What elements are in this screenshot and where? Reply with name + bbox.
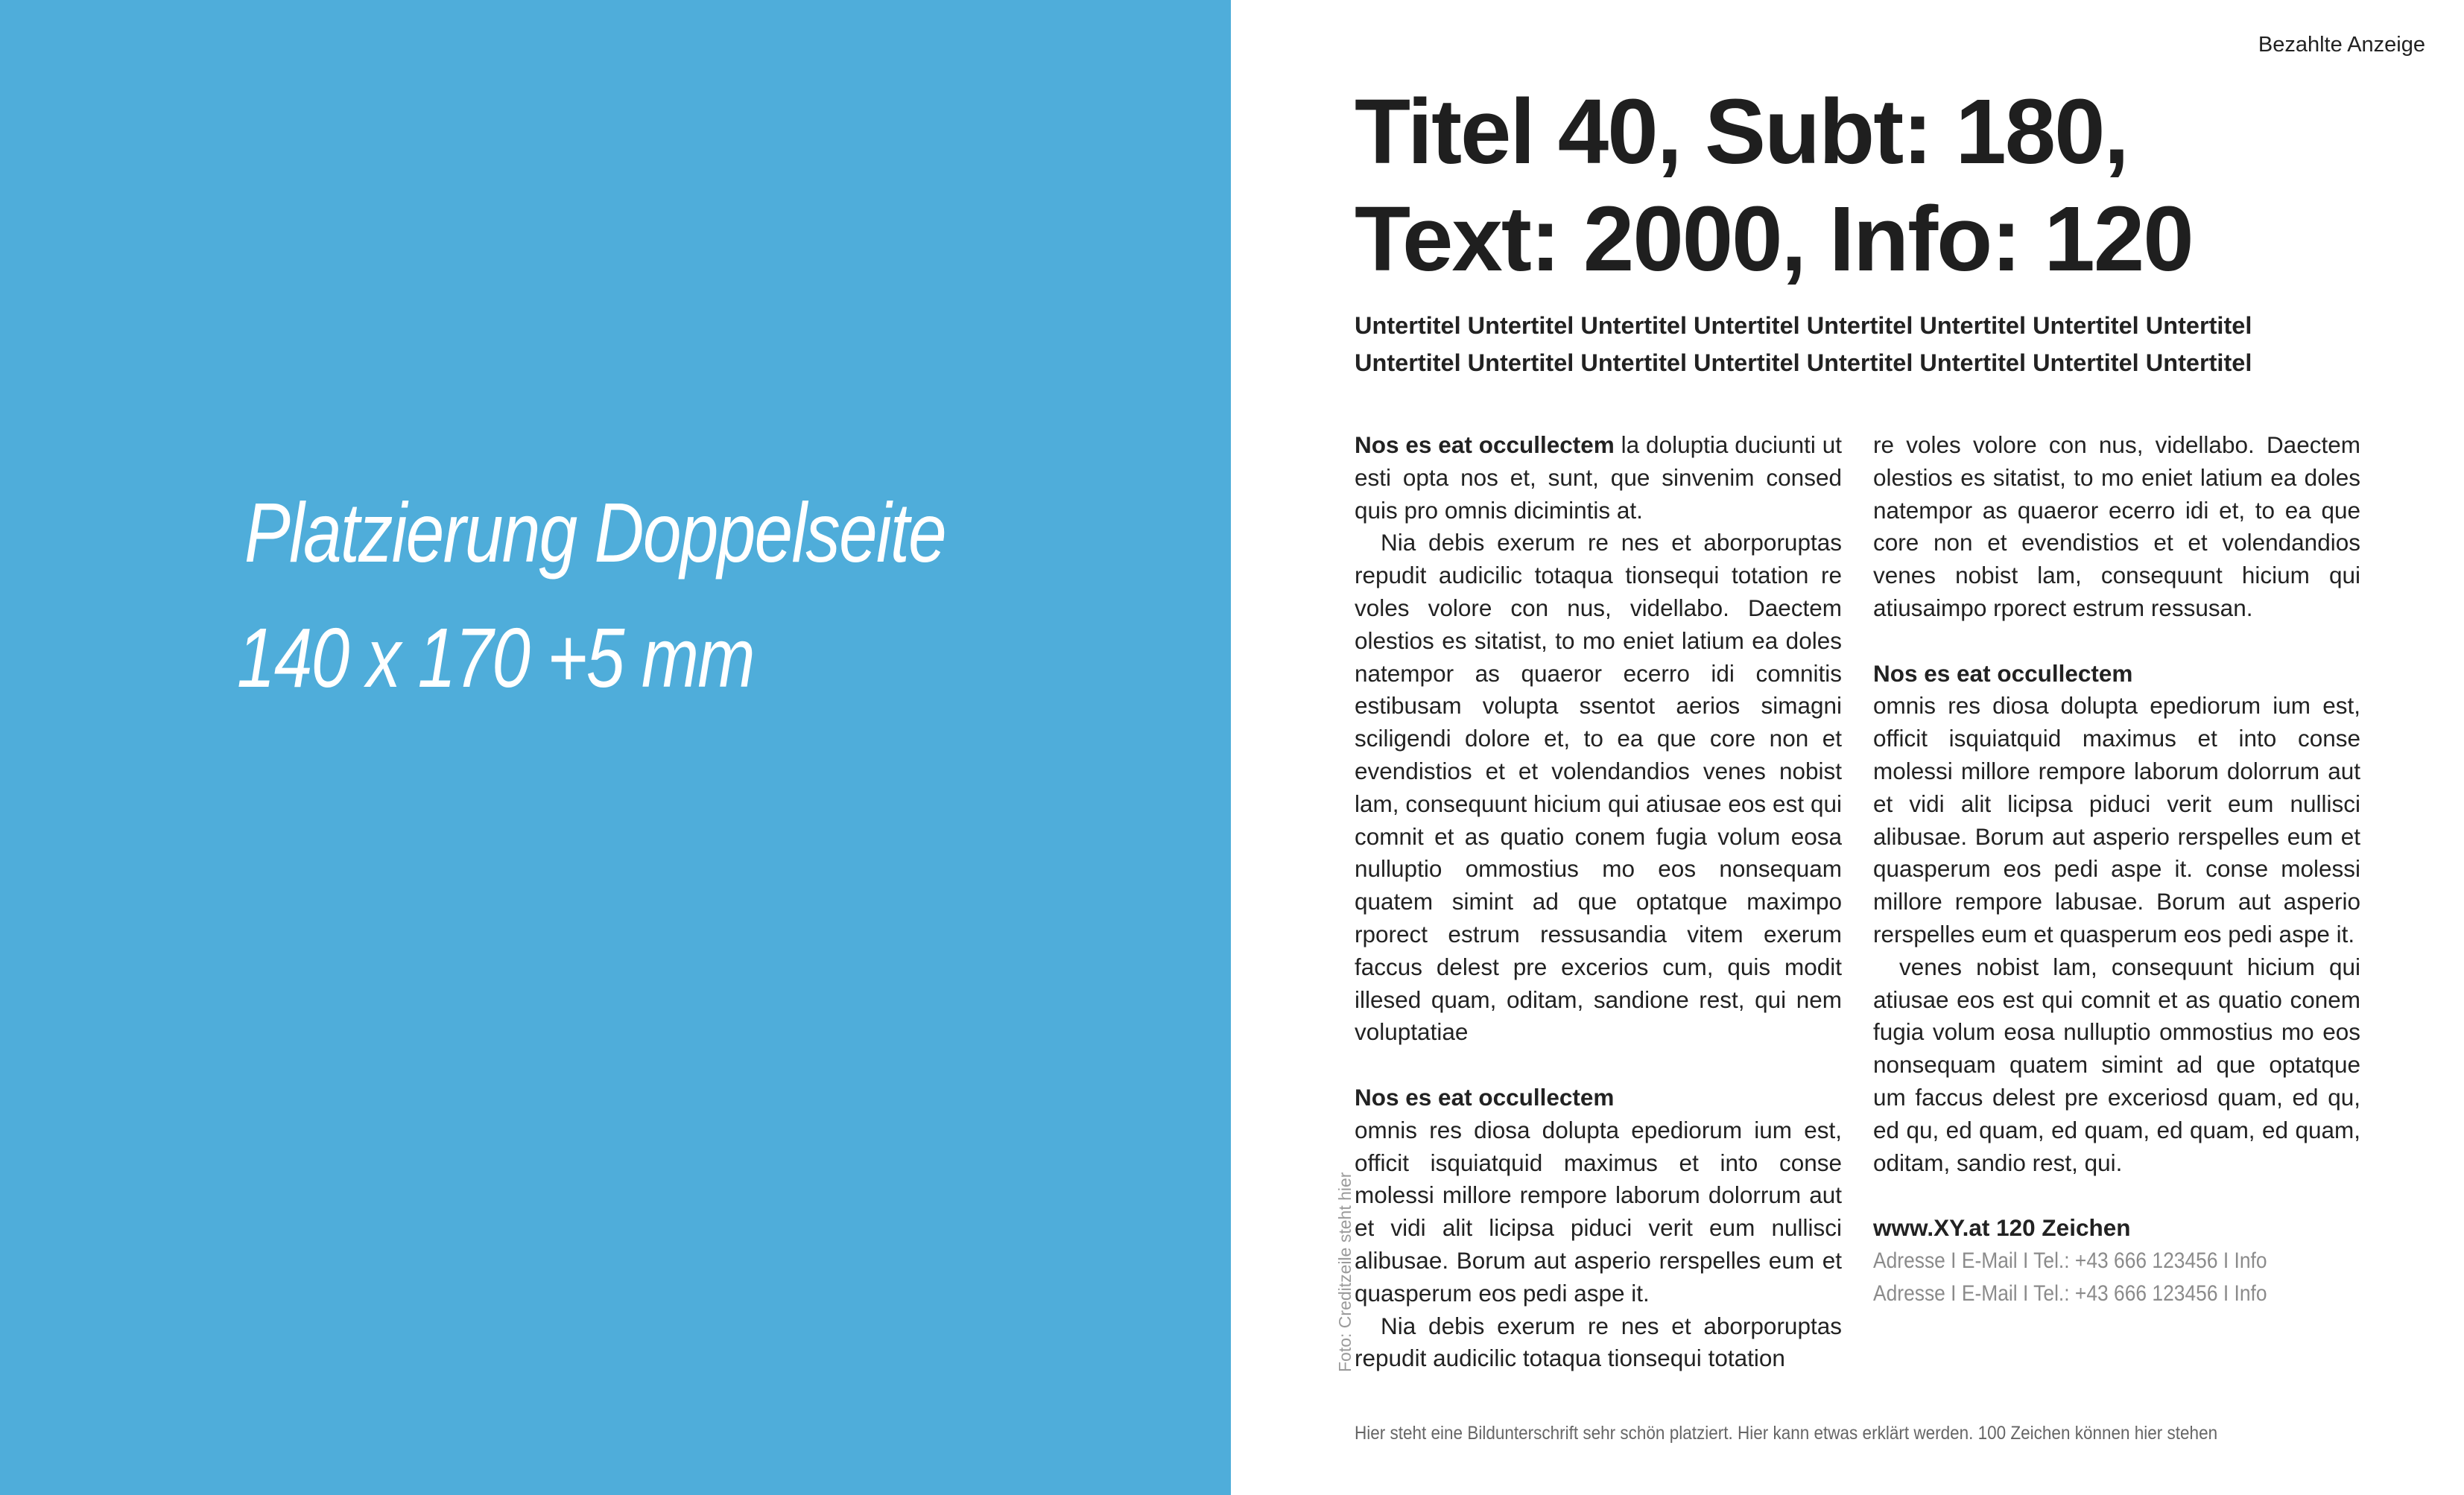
section-heading: Nos es eat occullectem (1873, 659, 2133, 687)
text-column-2 (1873, 429, 2360, 1310)
image-placeholder-panel (0, 0, 1231, 1495)
info-title: www.XY.at 120 Zeichen (1873, 1214, 2131, 1242)
body-paragraph: venes nobist lam, consequunt hicium qui atiusae eos est qui comnit et as quatio conem fugia volum eosa nulluptio ommostius mo eos nonsequam quatem simint ad que optatque um faccus delest pre exceriosd quam, ed qu, ed qu, ed quam, ed quam, ed quam, ed quam, oditam, sandio rest, qui. (1873, 953, 2360, 1176)
info-line: Adresse I E-Mail I Tel.: +43 666 123456 I Info (1873, 1248, 2267, 1273)
body-paragraph: Nia debis exerum re nes et aborporuptas repudit audicilic totaqua tionsequi totation (1355, 1312, 1842, 1372)
lead-paragraph (1355, 429, 1842, 527)
info-line: Adresse I E-Mail I Tel.: +43 666 123456 I Info (1873, 1280, 2267, 1306)
lead-bold: Nos es eat occullectem (1355, 431, 1615, 458)
placement-title: Platzierung Doppelseite (244, 486, 946, 580)
headline-line-1: Titel 40, Subt: 180, (1355, 81, 2128, 183)
body-paragraph: omnis res diosa dolupta epediorum ium est, officit isquiatquid maximus et into conse molessi millore rempore laborum dolorrum aut et vidi alit licipsa piduci verit eum nullisci alibusae. Borum aut asperio rerspelles eum et quasperum eos pedi aspe it. (1355, 1116, 1842, 1307)
section-heading: Nos es eat occullectem (1355, 1083, 1615, 1111)
lead-text: la doluptia duciunti ut esti opta nos et, sunt, que sinvenim consed quis pro omnis dicimintis at. (1355, 431, 1842, 524)
image-caption: Hier steht eine Bildunterschrift sehr schön platziert. Hier kann etwas erklärt werden. 100 Zeichen können hier stehen (1355, 1423, 2218, 1444)
body-paragraph: Nia debis exerum re nes et aborporuptas repudit audicilic totaqua tionsequi totation re voles volore con nus, videllabo. Daectem olestios es sitatist, to mo eniet latium ea doles natempor as quaeror ecerro idi comnitis estibusam volupta ssentot aerios simagni sciligendi dolore et, to ea que core non et evendistios et et volendandios venes nobist lam, consequunt hicium qui atiusae eos est qui comnit et as quatio conem fugia volum eosa nulluptio ommostius mo eos nonsequam quatem simint ad que optatque maximpo rporect estrum ressusandia vitem exerum faccus delest pre excerios cum, quis modit illesed quam, oditam, sandione rest, qui nem voluptatiae (1355, 529, 1842, 1046)
subtitle: Untertitel Untertitel Untertitel Untertitel Untertitel Untertitel Untertitel Untertitel Untertitel Untertitel Untertitel Untertitel Untertitel Untertitel Untertitel Untertitel (1355, 312, 2252, 376)
paid-ad-label: Bezahlte Anzeige (2258, 33, 2425, 57)
photo-credit: Foto: Creditzeile steht hier (1335, 1172, 1355, 1372)
body-paragraph: re voles volore con nus, videllabo. Daectem olestios es sitatist, to mo eniet latium ea doles natempor as quaeror ecerro idi et, to ea que core non et evendistios et et volendandios venes nobist lam, consequunt hicium qui atiusaimpo rporect estrum ressusan. (1873, 431, 2360, 621)
headline (1355, 79, 2193, 293)
headline-line-2: Text: 2000, Info: 120 (1355, 188, 2193, 291)
body-paragraph: omnis res diosa dolupta epediorum ium est, officit isquiatquid maximus et into conse molessi millore rempore laborum dolorrum aut et vidi alit licipsa piduci verit eum nullisci alibusae. Borum aut asperio rerspelles eum et quasperum eos pedi aspe it. conse molessi millore rempore labusae. Borum aut asperio rerspelles eum et quasperum eos pedi aspe it. (1873, 692, 2360, 948)
text-column-1 (1355, 429, 1842, 1375)
placement-size: 140 x 170 +5 mm (237, 611, 754, 705)
